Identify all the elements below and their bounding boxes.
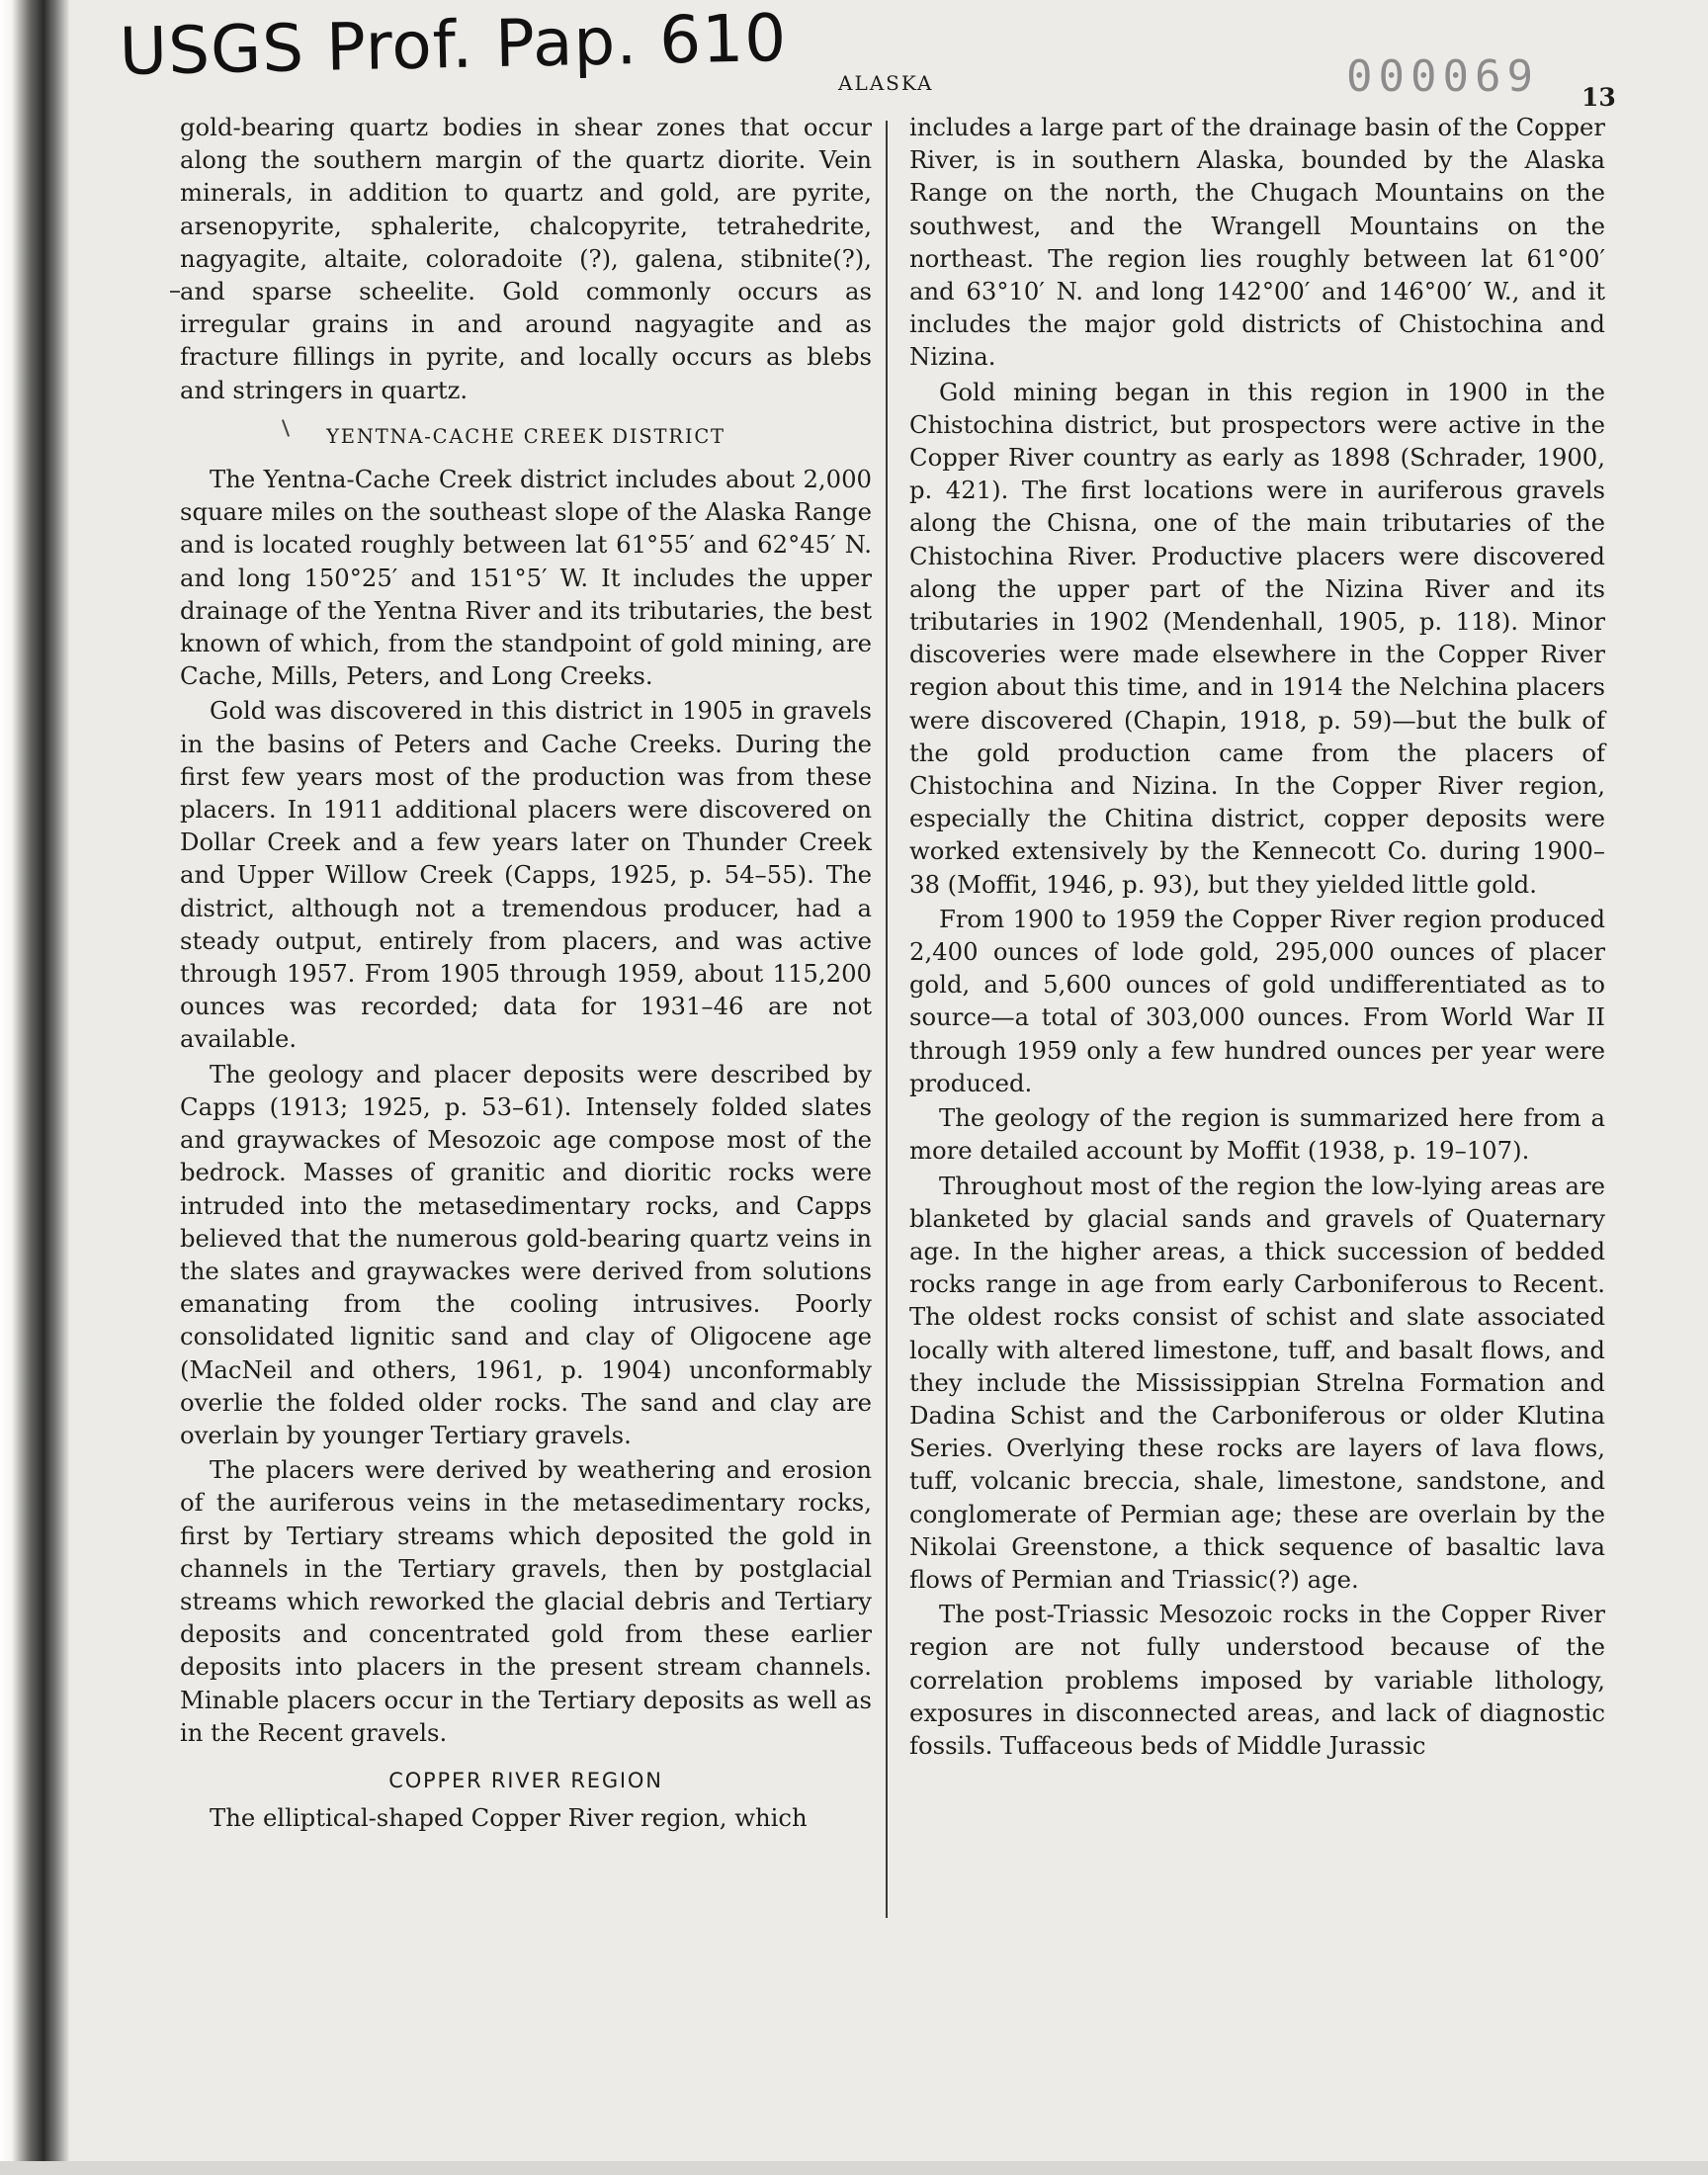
paragraph: The placers were derived by weathering and erosion of the auriferous veins in the metasedimentary rocks, first by Tertiary streams which deposited the gold in channels in the Tertiary gravels, then by postglacial streams which reworked the glacial debris and Tertiary deposits and concentrated gold from these earlier deposits into placers in the present stream channels. Minable placers occur in the Tertiary deposits as well as in the Recent gravels. bbox=[180, 1455, 872, 1747]
right-column bbox=[909, 111, 1605, 1762]
left-column bbox=[180, 111, 872, 1834]
paragraph: includes a large part of the drainage basin of the Copper River, is in southern Alaska, bounded by the Alaska Range on the north, the Chugach Mountains on the southwest, and the Wrangell Mountains on the northeast. The region lies roughly between lat 61°00′ and 63°10′ N. and long 142°00′ and 146°00′ W., and it includes the major gold districts of Chistochina and Nizina. bbox=[909, 113, 1605, 372]
paragraph: From 1900 to 1959 the Copper River region produced 2,400 ounces of lode gold, 295,000 ounces of placer gold, and 5,600 ounces of gold undifferentiated as to source—a total of 303,000 ounces. From World War II through 1959 only a few hundred ounces per year were produced. bbox=[909, 904, 1605, 1097]
running-head: ALASKA bbox=[838, 71, 934, 95]
scan-binding-shadow bbox=[0, 0, 69, 2175]
paragraph: Gold was discovered in this district in 1905 in gravels in the basins of Peters and Cache Creeks. During the first few years most of the production was from these placers. In 1911 additional placers were discovered on Dollar Creek and a few years later on Thunder Creek and Upper Willow Creek (Capps, 1925, p. 54–55). The district, although not a tremendous producer, had a steady output, entirely from placers, and was active through 1957. From 1905 through 1959, about 115,200 ounces was recorded; data for 1931–46 are not available. bbox=[180, 696, 872, 1054]
scan-bottom-edge bbox=[0, 2161, 1708, 2175]
handwritten-label: USGS Prof. Pap. 610 bbox=[119, 0, 788, 90]
page-number: 13 bbox=[1581, 83, 1616, 112]
paragraph: Gold mining began in this region in 1900 in the Chistochina district, but prospectors were active in the Copper River country as early as 1898 (Schrader, 1900, p. 421). The first locations were in auriferous gravels along the Chisna, one of the main tributaries of the Chistochina River. Productive placers were discovered along the upper part of the Nizina River and its tributaries in 1902 (Mendenhall, 1905, p. 118). Minor discoveries were made elsewhere in the Copper River region about this time, and in 1914 the Nelchina placers were discovered (Chapin, 1918, p. 59)—but the bulk of the gold production came from the placers of Chistochina and Nizina. In the Copper River region, especially the Chitina district, copper deposits were worked extensively by the Kennecott Co. during 1900–38 (Moffit, 1946, p. 93), but they yielded little gold. bbox=[909, 377, 1605, 899]
paragraph: The post-Triassic Mesozoic rocks in the Copper River region are not fully understood because of the correlation problems imposed by variable lithology, exposures in disconnected areas, and lack of diagnostic fossils. Tuffaceous beds of Middle Jurassic bbox=[909, 1600, 1605, 1760]
section-heading: YENTNA-CACHE CREEK DISTRICT bbox=[326, 424, 726, 448]
section-heading: COPPER RIVER REGION bbox=[388, 1768, 663, 1792]
paragraph: The geology and placer deposits were described by Capps (1913; 1925, p. 53–61). Intensely folded slates and graywackes of Mesozoic age compose most of the bedrock. Masses of granitic and dioritic rocks were intruded into the metasedimentary rocks, and Capps believed that the numerous gold-bearing quartz veins in the slates and graywackes were derived from solutions emanating from the cooling intrusives. Poorly consolidated lignitic sand and clay of Oligocene age (MacNeil and others, 1961, p. 1904) unconformably overlie the folded older rocks. The sand and clay are overlain by younger Tertiary gravels. bbox=[180, 1059, 872, 1449]
margin-tick-mark bbox=[170, 291, 180, 293]
stamp-number: 000069 bbox=[1346, 51, 1539, 102]
paragraph: Throughout most of the region the low-lying areas are blanketed by glacial sands and gravels of Quaternary age. In the higher areas, a thick succession of bedded rocks range in age from early Carboniferous to Recent. The oldest rocks consist of schist and slate associated locally with altered limestone, tuff, and basalt flows, and they include the Mississippian Strelna Formation and Dadina Schist and the Carboniferous or older Klutina Series. Overlying these rocks are layers of lava flows, tuff, volcanic breccia, shale, limestone, sandstone, and conglomerate of Permian age; these are overlain by the Nikolai Greenstone, a thick sequence of basaltic lava flows of Permian and Triassic(?) age. bbox=[909, 1171, 1605, 1594]
paragraph: The Yentna-Cache Creek district includes about 2,000 square miles on the southeast slope of the Alaska Range and is located roughly between lat 61°55′ and 62°45′ N. and long 150°25′ and 151°5′ W. It includes the upper drainage of the Yentna River and its tributaries, the best known of which, from the standpoint of gold mining, are Cache, Mills, Peters, and Long Creeks. bbox=[180, 465, 872, 691]
column-divider bbox=[886, 121, 888, 1918]
paragraph: The elliptical-shaped Copper River region, which bbox=[210, 1803, 808, 1833]
paragraph: The geology of the region is summarized here from a more detailed account by Moffit (1938, p. 19–107). bbox=[909, 1103, 1605, 1166]
paragraph: gold-bearing quartz bodies in shear zones that occur along the southern margin of the quartz diorite. Vein minerals, in addition to quartz and gold, are pyrite, arsenopyrite, sphalerite, chalcopyrite, tetrahedrite, nagyagite, altaite, coloradoite (?), galena, stibnite(?), and sparse scheelite. Gold commonly occurs as irregular grains in and around nagyagite and as fracture fillings in pyrite, and locally occurs as blebs and stringers in quartz. bbox=[180, 113, 872, 404]
